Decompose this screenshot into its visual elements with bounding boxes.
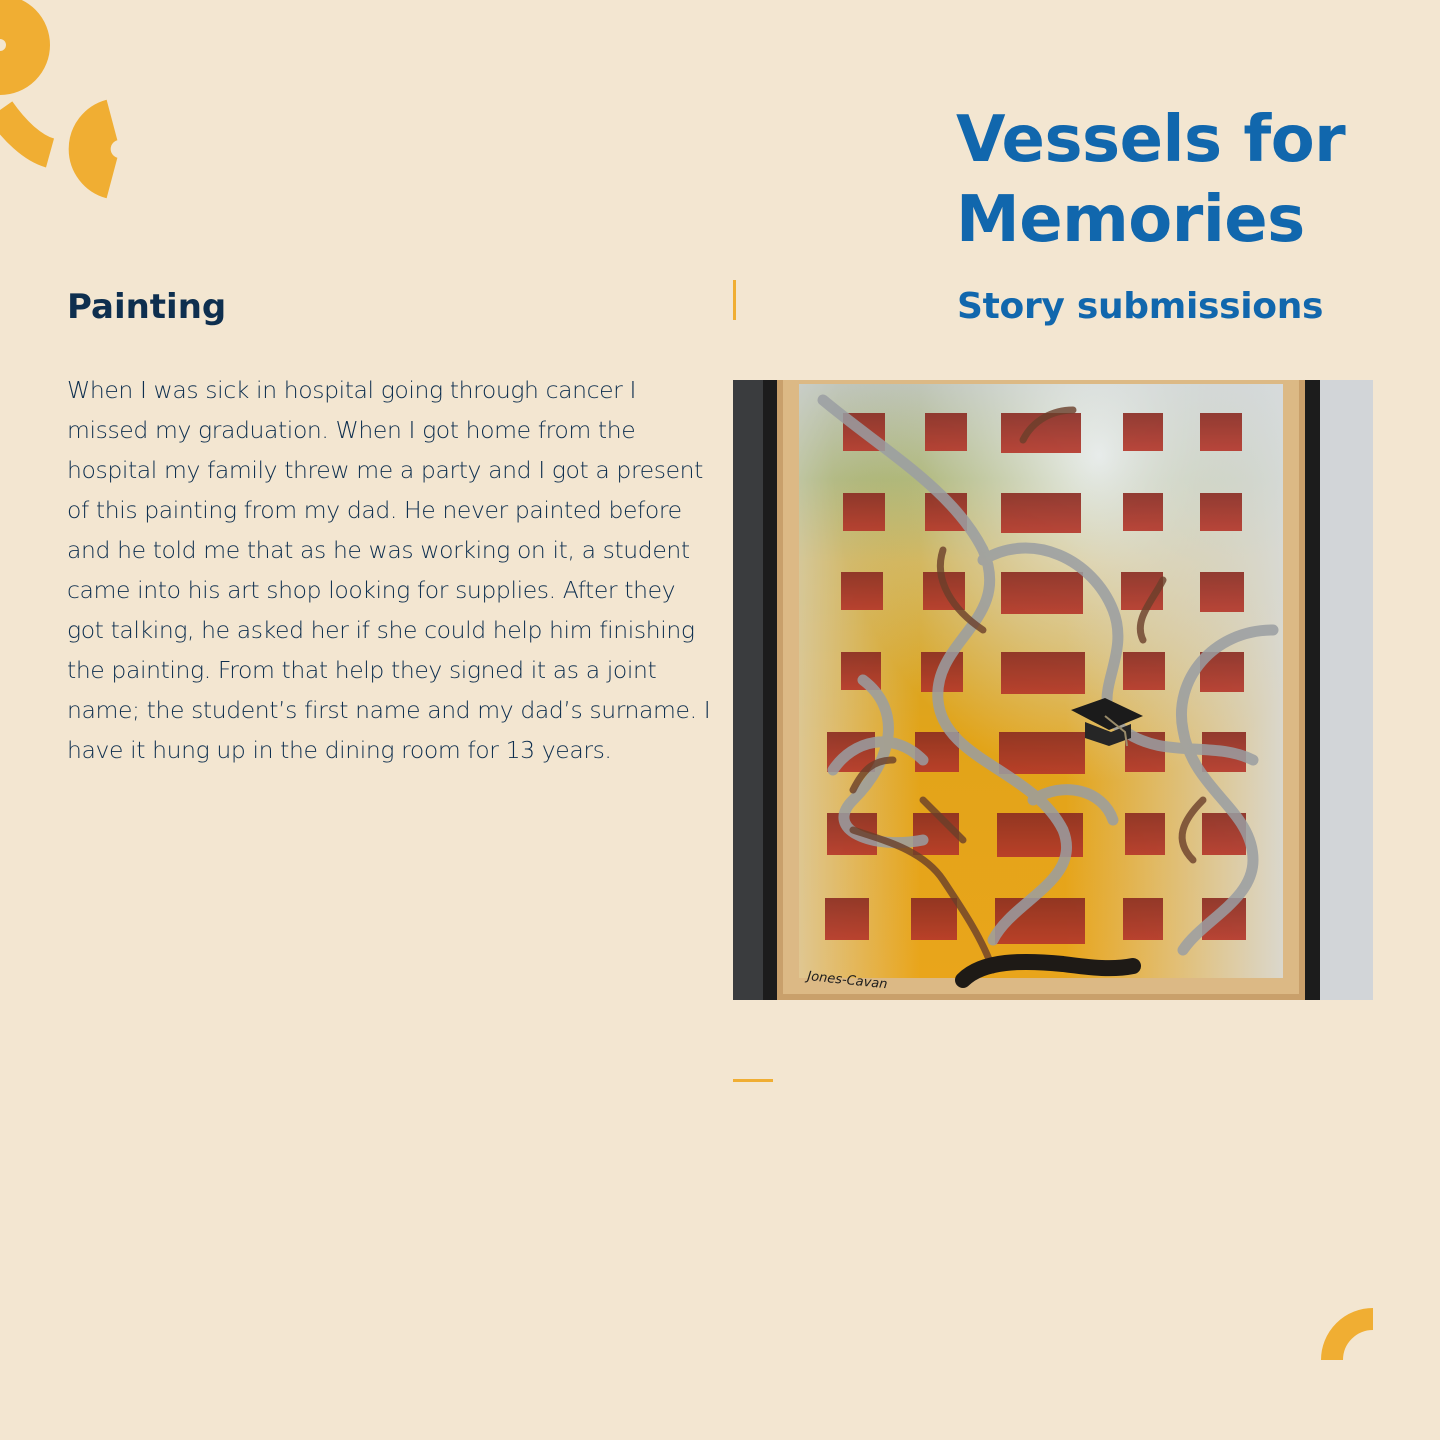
story-body: When I was sick in hospital going through cancer I missed my graduation. When I got home from the hospital my family threw me a party and I got a present of this painting from my dad. He never painted before and he told me that as he was working on it, a student came into his art shop looking for supplies. After they got talking, he asked her if she could help him finishing the painting. From that help they signed it as a joint name; the student’s first name and my dad’s surname. I have it hung up in the dining room for 13 years.: [67, 376, 711, 764]
decorative-arc-bottom-right-icon: [1316, 1304, 1378, 1364]
page-title: Vessels for Memories: [956, 103, 1346, 257]
accent-vertical-divider: [733, 280, 736, 320]
decorative-arcs-top-left-icon: [0, 0, 130, 210]
accent-horizontal-divider: [733, 1079, 773, 1082]
painting-signature: Jones-Cavan: [806, 969, 889, 993]
story-heading: Painting: [67, 287, 227, 327]
painting-photo: [733, 380, 1373, 1000]
page-subtitle: Story submissions: [957, 286, 1324, 327]
